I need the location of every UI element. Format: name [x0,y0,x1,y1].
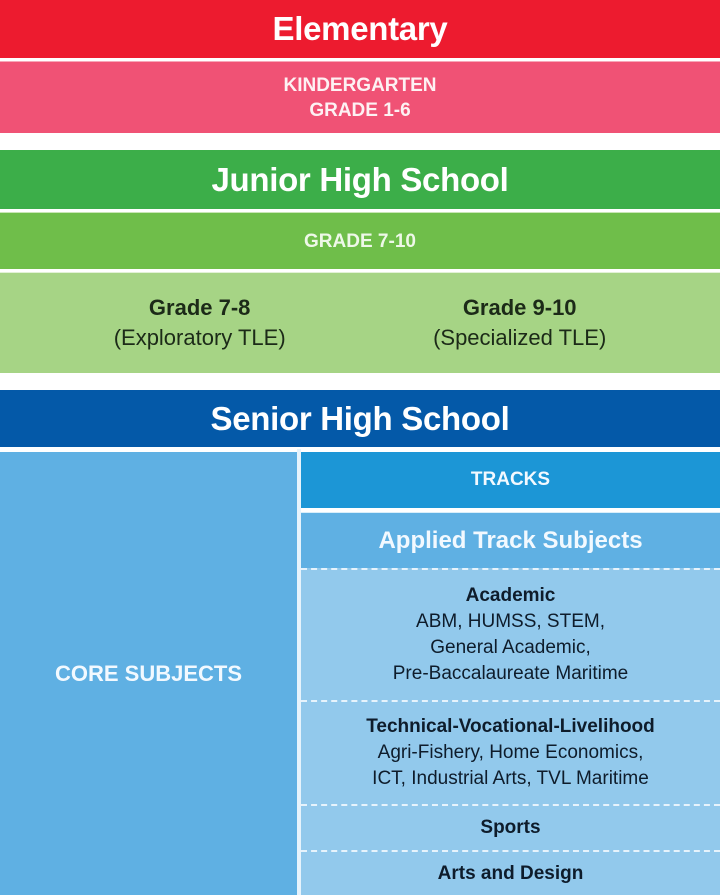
junior-high-grades [0,272,720,373]
junior-high-grade-range [0,212,720,269]
applied-track-header [301,512,720,568]
track-detail: General Academic, [430,637,591,658]
elementary-title: Elementary [272,10,448,47]
elementary-levels [0,61,720,133]
track-name: Sports [480,817,541,838]
grade-name: Grade 9-10 [462,295,577,320]
applied-track-label: Applied Track Subjects [378,526,643,554]
junior-high-header [0,150,720,209]
tracks-label: TRACKS [470,469,551,490]
core-subjects-label: CORE SUBJECTS [54,660,243,686]
grade-description: (Exploratory TLE) [113,325,286,350]
track-name: Arts and Design [437,862,584,884]
grade-name: Grade 7-8 [148,295,251,320]
track-tvl [301,700,720,804]
track-academic [301,568,720,700]
track-sports [301,804,720,850]
track-detail: ABM, HUMSS, STEM, [416,611,605,632]
track-name: Academic [465,585,556,606]
track-detail: ICT, Industrial Arts, TVL Maritime [372,768,649,789]
junior-high-title: Junior High School [211,160,509,198]
track-arts-design [301,850,720,895]
kindergarten-label: KINDERGARTEN [283,74,437,96]
track-name: Technical-Vocational-Livelihood [366,716,655,737]
tracks-header [301,452,720,508]
senior-high-title: Senior High School [210,399,510,437]
track-detail: Agri-Fishery, Home Economics, [377,742,644,763]
grade-7-8-block [114,293,286,353]
elementary-header [0,0,720,58]
grade-1-6-label: GRADE 1-6 [309,99,411,121]
core-subjects-block [0,452,297,895]
grade-description: (Specialized TLE) [433,325,607,350]
tracks-column [301,452,720,895]
grade-9-10-block [433,293,606,353]
track-detail: Pre-Baccalaureate Maritime [392,663,629,684]
senior-high-header [0,390,720,447]
grade-7-10-label: GRADE 7-10 [304,230,416,252]
